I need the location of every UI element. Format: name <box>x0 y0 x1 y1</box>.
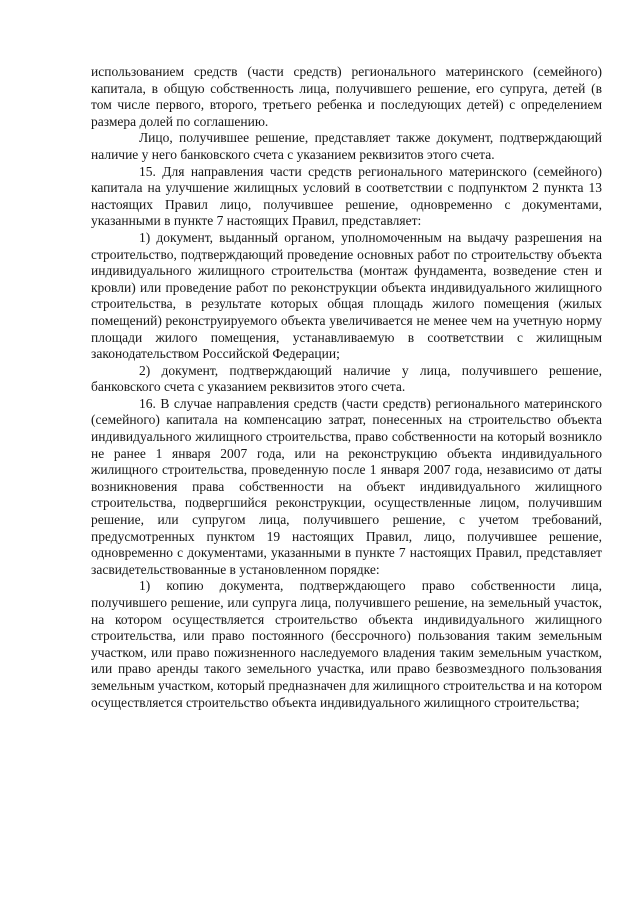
paragraph-item-15: 15. Для направления части средств регионального материнского (семейного) капитала на улучшение жилищных условий в соответствии с подпунктом 2 пункта 13 настоящих Правил лицо, получившее решение, одновременно с документами, указанными в пункте 7 настоящих Правил, представляет: <box>91 163 602 229</box>
paragraph-item-16-1: 1) копию документа, подтверждающего право собственности лица, получившего решение, или супруга лица, получившего решение, на земельный участок, на котором осуществляется строительство объекта индивидуального жилищного строительства, или право постоянного (бессрочного) пользования таким земельным участком, или право пожизненного наследуемого владения таким земельным участком, или право аренды такого земельного участка, или право безвозмездного пользования земельным участком, который предназначен для жилищного строительства и на котором осуществляется строительство объекта индивидуального жилищного строительства; <box>91 578 602 710</box>
paragraph-continuation: использованием средств (части средств) регионального материнского (семейного) капитала, в общую собственность лица, получившего решение, его супруга, детей (в том числе первого, второго, третьего ребенка и последующих детей) с определением размера долей по соглашению. <box>91 64 602 129</box>
paragraph-item-15-1: 1) документ, выданный органом, уполномоченным на выдачу разрешения на строительство, подтверждающий проведение основных работ по строительству объекта индивидуального жилищного строительства (монтаж фундамента, возведение стен и кровли) или проведение работ по реконструкции объекта индивидуального жилищного строительства, в результате которых общая площадь жилого помещения (жилых помещений) реконструируемого объекта увеличивается не менее чем на учетную норму площади жилого помещения, устанавливаемую в соответствии с жилищным законодательством Российской Федерации; <box>91 229 602 362</box>
paragraph-item-15-2: 2) документ, подтверждающий наличие у лица, получившего решение, банковского счета с указанием реквизитов этого счета. <box>91 362 602 395</box>
paragraph-bank-account: Лицо, получившее решение, представляет также документ, подтверждающий наличие у него банковского счета с указанием реквизитов этого счета. <box>91 130 602 162</box>
document-page <box>91 64 602 711</box>
paragraph-item-16: 16. В случае направления средств (части средств) регионального материнского (семейного) капитала на компенсацию затрат, понесенных на строительство объекта индивидуального жилищного строительства, право собственности на который возникло не ранее 1 января 2007 года, или на реконструкцию объекта индивидуального жилищного строительства, проведенную после 1 января 2007 года, независимо от даты возникновения права собственности на объект индивидуального жилищного строительства, подвергшийся реконструкции, осуществленные лицом, получившим решение, или супругом лица, получившего решение, с учетом требований, предусмотренных пунктом 19 настоящих Правил, лицо, получившее решение, одновременно с документами, указанными в пункте 7 настоящих Правил, представляет засвидетельствованные в установленном порядке: <box>91 395 602 577</box>
